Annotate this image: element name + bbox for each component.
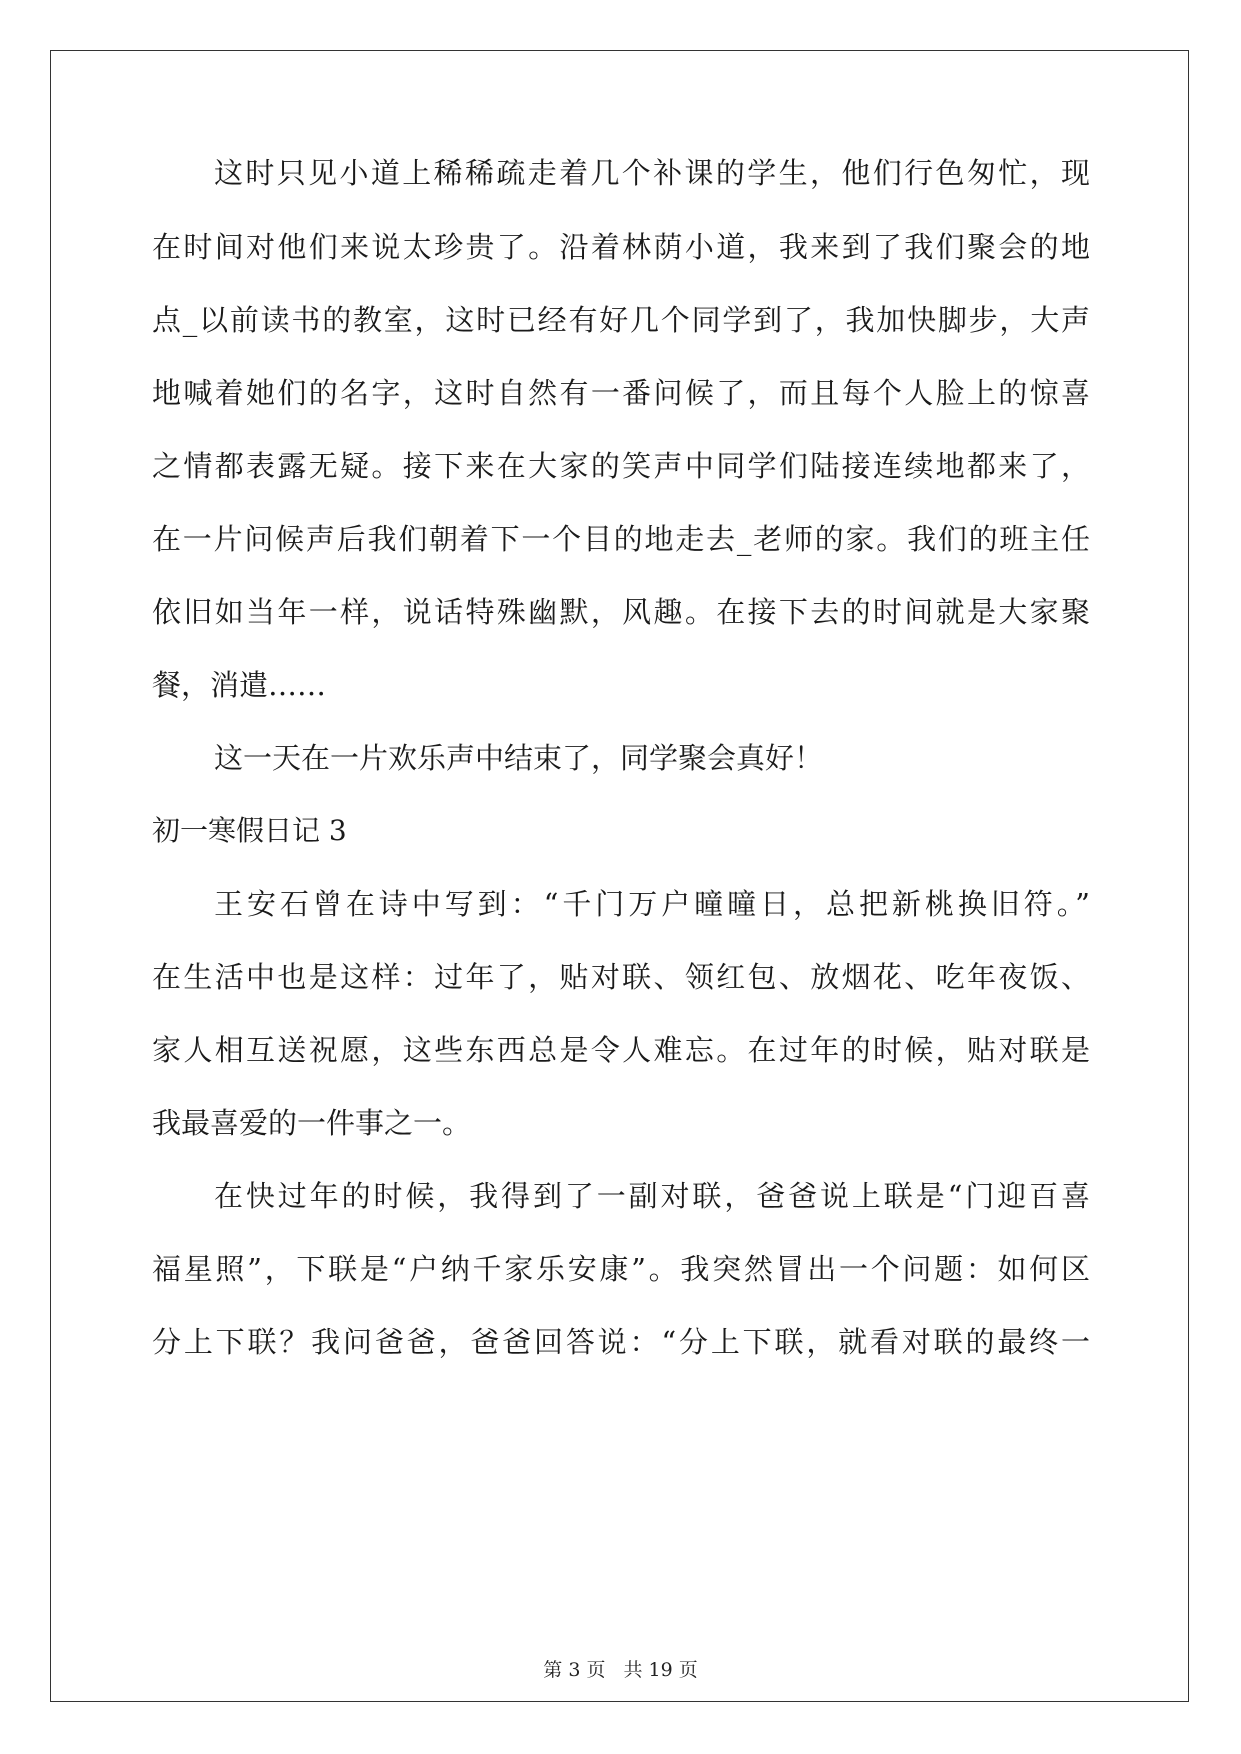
- text-line: 这一天在一片欢乐声中结束了，同学聚会真好！: [214, 741, 824, 775]
- page-total: 共 19 页: [623, 1659, 698, 1681]
- text-line: 福星照”，下联是“户纳千家乐安康”。我突然冒出一个问题：如何区: [152, 1252, 1090, 1286]
- text-line: 地喊着她们的名字，这时自然有一番问候了，而且每个人脸上的惊喜: [152, 376, 1090, 410]
- text-line: 在一片问候声后我们朝着下一个目的地走去_老师的家。我们的班主任: [152, 522, 1090, 556]
- text-line: 我最喜爱的一件事之一。: [152, 1106, 472, 1140]
- text-line: 之情都表露无疑。接下来在大家的笑声中同学们陆接连续地都来了，: [152, 449, 1090, 483]
- text-line: 在生活中也是这样：过年了，贴对联、领红包、放烟花、吃年夜饭、: [152, 960, 1090, 994]
- page-border: [50, 50, 1189, 1702]
- text-line: 家人相互送祝愿，这些东西总是令人难忘。在过年的时候，贴对联是: [152, 1033, 1090, 1067]
- text-line: 依旧如当年一样，说话特殊幽默，风趣。在接下去的时间就是大家聚: [152, 595, 1090, 629]
- text-line: 在快过年的时候，我得到了一副对联，爸爸说上联是“门迎百喜: [214, 1179, 1090, 1213]
- text-line: 分上下联？我问爸爸，爸爸回答说：“分上下联，就看对联的最终一: [152, 1325, 1090, 1359]
- text-line: 王安石曾在诗中写到：“千门万户曈曈日，总把新桃换旧符。”: [214, 887, 1090, 921]
- page-number: 第 3 页: [543, 1659, 606, 1681]
- text-line: 点_以前读书的教室，这时已经有好几个同学到了，我加快脚步，大声: [152, 303, 1090, 337]
- text-line: 这时只见小道上稀稀疏走着几个补课的学生，他们行色匆忙，现: [214, 156, 1090, 190]
- page-footer: [0, 1656, 1241, 1684]
- section-heading: 初一寒假日记 3: [152, 814, 347, 847]
- text-line: 在时间对他们来说太珍贵了。沿着林荫小道，我来到了我们聚会的地: [152, 230, 1090, 264]
- text-line: 餐，消遣……: [152, 668, 327, 702]
